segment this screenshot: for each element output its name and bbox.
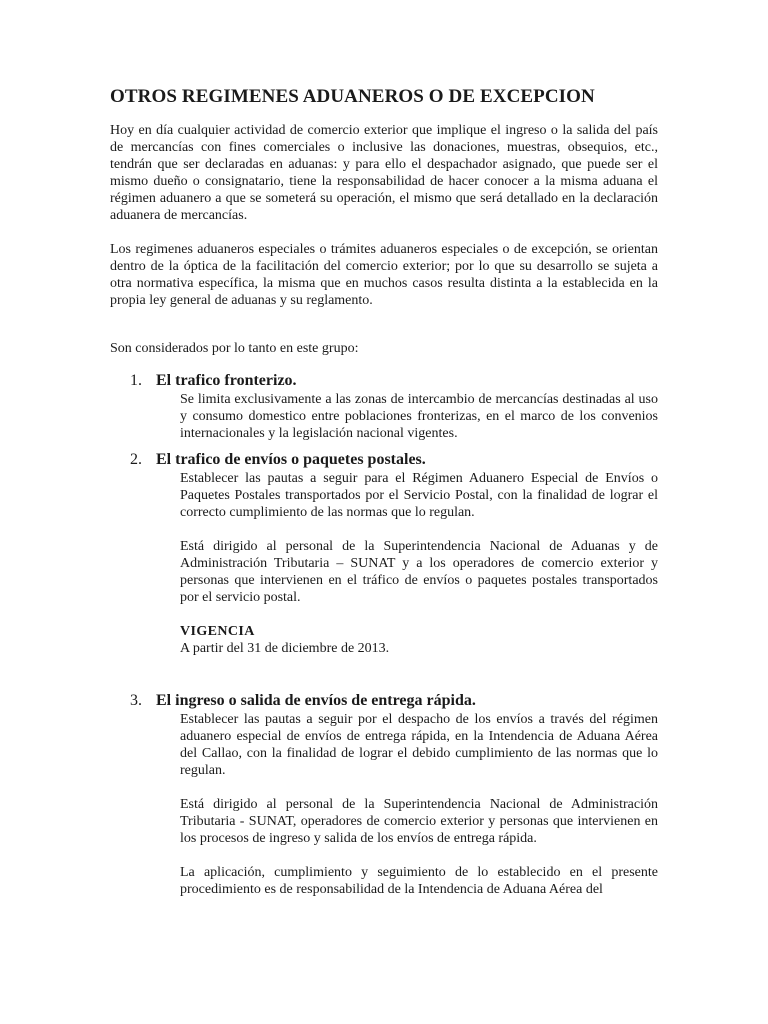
list-item-title: El trafico de envíos o paquetes postales. — [156, 451, 426, 468]
list-item-body — [180, 470, 658, 657]
paragraph-intro-1: Hoy en día cualquier actividad de comercio exterior que implique el ingreso o la salida del país de mercancías con fines comerciales o inclusive las donaciones, muestras, obsequios, etc., tendrán que ser declaradas en aduanas: y para ello el despachador asignado, que puede ser el mismo dueño o consignatario, tiene la responsabilidad de hacer conocer a la misma aduana el régimen aduanero a que se someterá su operación, el mismo que será detallado en la declaración aduanera de mercancías. — [110, 123, 658, 223]
list-item-title: El ingreso o salida de envíos de entrega rápida. — [156, 692, 476, 709]
list-item-paragraph: Establecer las pautas a seguir para el Régimen Aduanero Especial de Envíos o Paquetes Postales transportados por el Servicio Postal, con la finalidad de lograr el correcto cumplimiento de las normas que lo regulan. — [180, 471, 658, 520]
list-item-paragraph: La aplicación, cumplimiento y seguimiento de lo establecido en el presente procedimiento es de responsabilidad de la Intendencia de Aduana Aérea del — [180, 865, 658, 897]
list-item-paragraph: Está dirigido al personal de la Superintendencia Nacional de Aduanas y de Administración Tributaria – SUNAT y a los operadores de comercio exterior y personas que intervienen en el tráfico de envíos o paquetes postales transportados por el servicio postal. — [180, 539, 658, 605]
list-item-heading — [130, 371, 658, 391]
list-item-body — [180, 391, 658, 442]
list-item-3 — [110, 691, 658, 898]
list-item-title: El trafico fronterizo. — [156, 372, 297, 389]
vigencia-text: A partir del 31 de diciembre de 2013. — [180, 641, 390, 656]
list-item-heading — [130, 691, 658, 711]
list-item-paragraph: Establecer las pautas a seguir por el despacho de los envíos a través del régimen aduanero especial de envíos de entrega rápida, en la Intendencia de Aduana Aérea del Callao, con la finalidad de lograr el debido cumplimiento de las normas que lo regulan. — [180, 712, 658, 778]
list-item-body — [180, 711, 658, 898]
list-item-paragraph: Se limita exclusivamente a las zonas de intercambio de mercancías destinadas al uso y consumo domestico entre poblaciones fronterizas, en el marco de los convenios internacionales y la legislación nacional vigentes. — [180, 392, 658, 441]
document-title: OTROS REGIMENES ADUANEROS O DE EXCEPCION — [110, 86, 595, 107]
list-item-number: 2. — [130, 451, 142, 468]
list-item-1 — [110, 371, 658, 442]
list-item-2 — [110, 450, 658, 657]
vigencia-label: VIGENCIA — [180, 624, 255, 639]
list-item-heading — [130, 450, 658, 470]
paragraph-intro-2: Los regimenes aduaneros especiales o trámites aduaneros especiales o de excepción, se orientan dentro de la óptica de la facilitación del comercio exterior; por lo que su desarrollo se sujeta a otra normativa específica, la misma que en muchos casos resulta distinta a la establecida en la propia ley general de aduanas y su reglamento. — [110, 242, 658, 308]
list-intro: Son considerados por lo tanto en este grupo: — [110, 341, 359, 356]
list-item-paragraph: Está dirigido al personal de la Superintendencia Nacional de Administración Tributaria - SUNAT, operadores de comercio exterior y personas que intervienen en los procesos de ingreso y salida de los envíos de entrega rápida. — [180, 797, 658, 846]
list-item-number: 1. — [130, 372, 142, 389]
list-item-number: 3. — [130, 692, 142, 709]
document-page — [110, 86, 658, 906]
